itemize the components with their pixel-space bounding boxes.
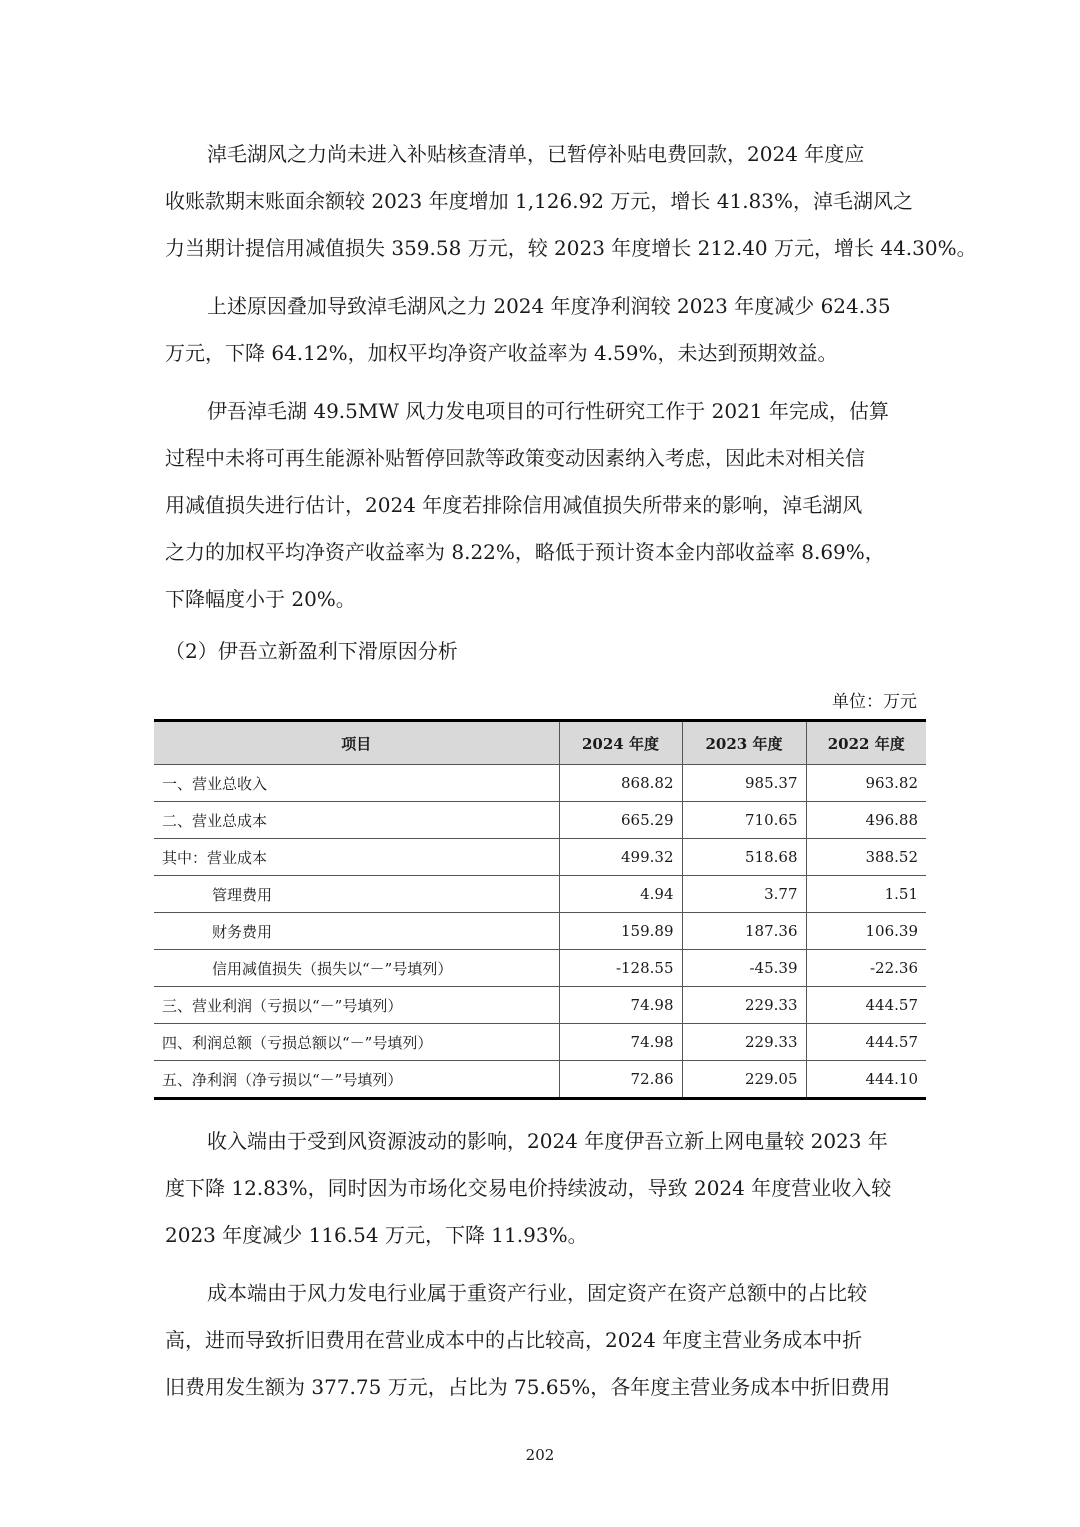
table-row	[154, 1024, 926, 1061]
text-line: 收账款期末账面余额较 2023 年度增加 1,126.92 万元，增长 41.83%，淖毛湖风之	[165, 189, 914, 213]
table-row	[154, 802, 926, 839]
text-line: 成本端由于风力发电行业属于重资产行业，固定资产在资产总额中的占比较	[207, 1281, 867, 1305]
text-line: 力当期计提信用减值损失 359.58 万元，较 2023 年度增长 212.40 万元，增长 44.30%。	[165, 236, 977, 260]
text-line: 上述原因叠加导致淖毛湖风之力 2024 年度净利润较 2023 年度减少 624.35	[207, 294, 891, 318]
row-label: 信用减值损失（损失以“－”号填列）	[154, 950, 559, 987]
cell-value: 710.65	[682, 802, 806, 839]
text-line: 淖毛湖风之力尚未进入补贴核查清单，已暂停补贴电费回款，2024 年度应	[207, 142, 865, 166]
cell-value: 963.82	[806, 765, 926, 802]
header-2022: 2022 年度	[806, 721, 926, 765]
paragraph-2	[165, 283, 917, 377]
cell-value: 187.36	[682, 913, 806, 950]
cell-value: 74.98	[559, 1024, 682, 1061]
table-row	[154, 876, 926, 913]
text-line: 下降幅度小于 20%。	[165, 587, 356, 611]
cell-value: 229.33	[682, 987, 806, 1024]
table-row	[154, 987, 926, 1024]
cell-value: 496.88	[806, 802, 926, 839]
cell-value: 229.05	[682, 1061, 806, 1099]
cell-value: 106.39	[806, 913, 926, 950]
cell-value: 159.89	[559, 913, 682, 950]
cell-value: 444.57	[806, 987, 926, 1024]
row-label: 财务费用	[154, 913, 559, 950]
cell-value: 868.82	[559, 765, 682, 802]
text-line: 用减值损失进行估计，2024 年度若排除信用减值损失所带来的影响，淖毛湖风	[165, 493, 863, 517]
cell-value: 72.86	[559, 1061, 682, 1099]
paragraph-5	[165, 1270, 917, 1411]
cell-value: 444.57	[806, 1024, 926, 1061]
text-line: 过程中未将可再生能源补贴暂停回款等政策变动因素纳入考虑，因此未对相关信	[165, 446, 865, 470]
row-label: 管理费用	[154, 876, 559, 913]
cell-value: 444.10	[806, 1061, 926, 1099]
cell-value: 985.37	[682, 765, 806, 802]
cell-value: 4.94	[559, 876, 682, 913]
cell-value: 229.33	[682, 1024, 806, 1061]
cell-value: -128.55	[559, 950, 682, 987]
row-label: 二、营业总成本	[154, 802, 559, 839]
header-2024: 2024 年度	[559, 721, 682, 765]
text-line: 万元，下降 64.12%，加权平均净资产收益率为 4.59%，未达到预期效益。	[165, 341, 838, 365]
header-item: 项目	[154, 721, 559, 765]
cell-value: -22.36	[806, 950, 926, 987]
cell-value: 74.98	[559, 987, 682, 1024]
text-line: 度下降 12.83%，同时因为市场化交易电价持续波动，导致 2024 年度营业收入较	[165, 1176, 892, 1200]
text-line: 伊吾淖毛湖 49.5MW 风力发电项目的可行性研究工作于 2021 年完成，估算	[207, 399, 889, 423]
text-line: 旧费用发生额为 377.75 万元，占比为 75.65%，各年度主营业务成本中折旧费用	[165, 1375, 891, 1399]
cell-value: 1.51	[806, 876, 926, 913]
paragraph-1	[165, 131, 977, 272]
table-header-row	[154, 721, 926, 765]
cell-value: 518.68	[682, 839, 806, 876]
unit-label: 单位：万元	[832, 692, 917, 712]
paragraph-4	[165, 1118, 917, 1259]
table-row	[154, 839, 926, 876]
cell-value: 499.32	[559, 839, 682, 876]
header-2023: 2023 年度	[682, 721, 806, 765]
text-line: 高，进而导致折旧费用在营业成本中的占比较高，2024 年度主营业务成本中折	[165, 1328, 863, 1352]
row-label: 四、利润总额（亏损总额以“－”号填列）	[154, 1024, 559, 1061]
cell-value: 388.52	[806, 839, 926, 876]
text-line: 收入端由于受到风资源波动的影响，2024 年度伊吾立新上网电量较 2023 年	[207, 1129, 888, 1153]
row-label: 一、营业总收入	[154, 765, 559, 802]
row-label: 三、营业利润（亏损以“－”号填列）	[154, 987, 559, 1024]
row-label: 五、净利润（净亏损以“－”号填列）	[154, 1061, 559, 1099]
financial-table	[154, 719, 926, 1100]
table-row	[154, 913, 926, 950]
cell-value: 3.77	[682, 876, 806, 913]
table-row	[154, 950, 926, 987]
section-caption: （2）伊吾立新盈利下滑原因分析	[165, 639, 458, 663]
table-row	[154, 765, 926, 802]
text-line: 之力的加权平均净资产收益率为 8.22%，略低于预计资本金内部收益率 8.69%，	[165, 540, 885, 564]
page-number: 202	[525, 1446, 555, 1464]
row-label: 其中：营业成本	[154, 839, 559, 876]
cell-value: 665.29	[559, 802, 682, 839]
text-line: 2023 年度减少 116.54 万元，下降 11.93%。	[165, 1223, 588, 1247]
paragraph-3	[165, 388, 917, 623]
cell-value: -45.39	[682, 950, 806, 987]
table-row	[154, 1061, 926, 1099]
